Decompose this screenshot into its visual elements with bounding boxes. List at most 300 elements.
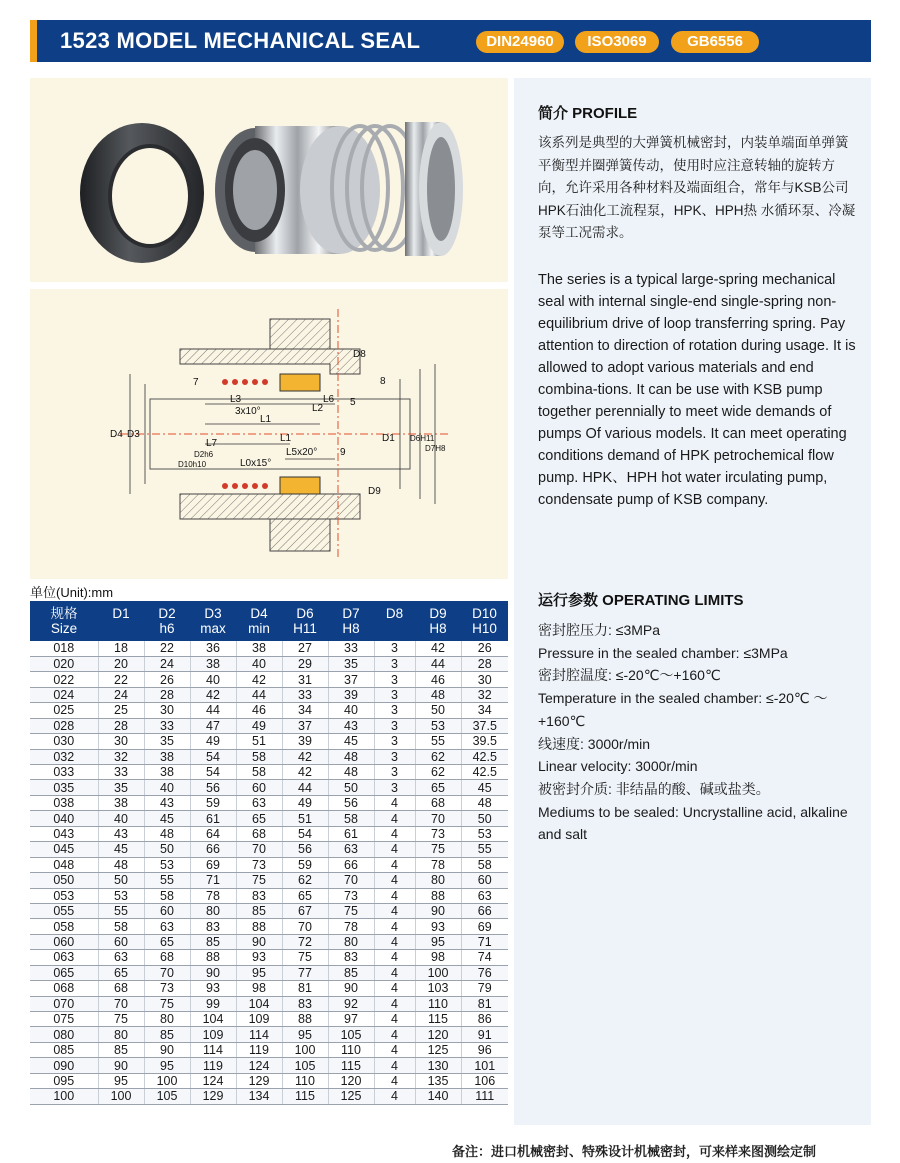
- table-cell: 50: [415, 703, 461, 718]
- table-cell: 70: [236, 842, 282, 857]
- table-cell: 66: [328, 857, 374, 872]
- table-cell: 018: [30, 641, 98, 656]
- table-cell: 67: [282, 903, 328, 918]
- table-cell: 48: [328, 749, 374, 764]
- table-cell: 38: [144, 749, 190, 764]
- header-line-1: 规格: [50, 605, 78, 621]
- table-row: [30, 826, 508, 841]
- badge-iso: ISO3069: [575, 31, 659, 53]
- table-header-cell: [374, 601, 415, 641]
- table-cell: 44: [415, 656, 461, 671]
- table-cell: 61: [328, 826, 374, 841]
- table-cell: 32: [461, 687, 508, 702]
- table-cell: 22: [144, 641, 190, 656]
- table-cell: 109: [190, 1027, 236, 1042]
- table-cell: 043: [30, 826, 98, 841]
- table-row: [30, 780, 508, 795]
- table-cell: 55: [144, 873, 190, 888]
- table-header-cell: [98, 601, 144, 641]
- limit-line: 线速度: 3000r/min: [538, 735, 651, 752]
- header-banner: [30, 20, 871, 62]
- table-cell: 70: [328, 873, 374, 888]
- table-cell: 45: [328, 734, 374, 749]
- table-cell: 020: [30, 656, 98, 671]
- table-cell: 4: [374, 919, 415, 934]
- table-row: [30, 703, 508, 718]
- table-cell: 48: [98, 857, 144, 872]
- profile-text-en: The series is a typical large-spring mechanical seal with internal single-end single-spring non-equilibrium drive of loop transferring spring. Pay attention to direction of rotation during usage. It is allowed to adopt various materials and end combina-tions. It can be use with KSB pump together perennially to meet wide demands of pumps Of various models. It can meet operating conditions demand of HPK petrochemical flow pump. HPK、HPH hot water irculating pump, condensate pump of KSB company.: [538, 272, 856, 508]
- table-cell: 54: [282, 826, 328, 841]
- table-header-row: [30, 601, 508, 641]
- table-row: [30, 795, 508, 810]
- table-cell: 43: [328, 718, 374, 733]
- limits-list: [538, 619, 860, 846]
- table-cell: 78: [415, 857, 461, 872]
- table-cell: 85: [328, 965, 374, 980]
- table-cell: 58: [236, 765, 282, 780]
- table-cell: 100: [415, 965, 461, 980]
- dim-label-3x10: 3x10°: [235, 406, 261, 417]
- table-cell: 3: [374, 656, 415, 671]
- table-cell: 83: [282, 996, 328, 1011]
- table-cell: 38: [190, 656, 236, 671]
- header-line-1: D2: [158, 605, 176, 621]
- table-cell: 63: [98, 950, 144, 965]
- table-cell: 33: [328, 641, 374, 656]
- table-cell: 88: [236, 919, 282, 934]
- table-cell: 060: [30, 934, 98, 949]
- table-cell: 78: [190, 888, 236, 903]
- table-cell: 60: [236, 780, 282, 795]
- table-cell: 46: [236, 703, 282, 718]
- table-cell: 48: [415, 687, 461, 702]
- dim-label-7: 7: [193, 377, 199, 388]
- table-cell: 55: [98, 903, 144, 918]
- table-cell: 058: [30, 919, 98, 934]
- table-cell: 4: [374, 795, 415, 810]
- table-header-cell: [236, 601, 282, 641]
- table-cell: 88: [415, 888, 461, 903]
- table-cell: 45: [461, 780, 508, 795]
- profile-heading: 简介 PROFILE: [538, 105, 638, 122]
- dim-label-d3: D3: [127, 429, 140, 440]
- header-line-1: D3: [204, 605, 222, 621]
- table-cell: 66: [190, 842, 236, 857]
- table-cell: 51: [236, 734, 282, 749]
- table-cell: 38: [236, 641, 282, 656]
- table-cell: 24: [144, 656, 190, 671]
- badge-gb: GB6556: [671, 31, 759, 53]
- table-cell: 115: [328, 1058, 374, 1073]
- table-cell: 42.5: [461, 765, 508, 780]
- table-cell: 65: [415, 780, 461, 795]
- table-cell: 063: [30, 950, 98, 965]
- table-cell: 50: [144, 842, 190, 857]
- table-header-cell: [144, 601, 190, 641]
- table-cell: 3: [374, 734, 415, 749]
- table-row: [30, 672, 508, 687]
- table-cell: 42: [236, 672, 282, 687]
- table-cell: 33: [282, 687, 328, 702]
- header-line-2: H8: [429, 621, 447, 636]
- dim-label-d6: D6H11: [410, 434, 435, 443]
- table-cell: 95: [144, 1058, 190, 1073]
- table-cell: 42: [415, 641, 461, 656]
- table-cell: 86: [461, 1012, 508, 1027]
- table-row: [30, 919, 508, 934]
- table-cell: 35: [328, 656, 374, 671]
- table-cell: 46: [415, 672, 461, 687]
- table-cell: 98: [236, 981, 282, 996]
- table-cell: 104: [190, 1012, 236, 1027]
- table-cell: 44: [282, 780, 328, 795]
- table-cell: 4: [374, 981, 415, 996]
- table-cell: 75: [236, 873, 282, 888]
- table-cell: 60: [98, 934, 144, 949]
- table-row: [30, 811, 508, 826]
- table-cell: 3: [374, 703, 415, 718]
- table-cell: 40: [236, 656, 282, 671]
- description-panel: [514, 78, 871, 1125]
- table-cell: 79: [461, 981, 508, 996]
- table-cell: 105: [282, 1058, 328, 1073]
- table-cell: 124: [236, 1058, 282, 1073]
- table-cell: 75: [282, 950, 328, 965]
- header-line-2: H10: [472, 621, 497, 636]
- table-cell: 125: [415, 1042, 461, 1057]
- table-cell: 110: [415, 996, 461, 1011]
- table-cell: 49: [236, 718, 282, 733]
- table-cell: 95: [98, 1073, 144, 1088]
- table-cell: 53: [98, 888, 144, 903]
- table-cell: 58: [144, 888, 190, 903]
- table-cell: 25: [98, 703, 144, 718]
- table-cell: 90: [415, 903, 461, 918]
- table-cell: 050: [30, 873, 98, 888]
- table-cell: 34: [461, 703, 508, 718]
- table-cell: 4: [374, 1012, 415, 1027]
- table-cell: 109: [236, 1012, 282, 1027]
- table-cell: 4: [374, 950, 415, 965]
- table-cell: 44: [190, 703, 236, 718]
- header-line-1: D1: [112, 605, 130, 621]
- table-cell: 114: [236, 1027, 282, 1042]
- dim-label-l7: L7: [206, 438, 218, 449]
- seal-photo-illustration: [30, 78, 508, 282]
- header-line-1: D10: [472, 605, 497, 621]
- table-cell: 40: [98, 811, 144, 826]
- table-cell: 54: [190, 765, 236, 780]
- table-cell: 3: [374, 641, 415, 656]
- table-cell: 4: [374, 903, 415, 918]
- table-cell: 74: [461, 950, 508, 965]
- table-cell: 24: [98, 687, 144, 702]
- table-cell: 35: [144, 734, 190, 749]
- table-cell: 100: [144, 1073, 190, 1088]
- table-cell: 93: [190, 981, 236, 996]
- table-cell: 95: [282, 1027, 328, 1042]
- table-row: [30, 734, 508, 749]
- header-line-2: h6: [159, 621, 175, 636]
- header-line-1: D9: [429, 605, 447, 621]
- table-cell: 53: [415, 718, 461, 733]
- seal-cross-section-diagram: [30, 289, 508, 579]
- table-cell: 38: [98, 795, 144, 810]
- header-line-2: [374, 621, 415, 636]
- table-cell: 103: [415, 981, 461, 996]
- dim-label-l6: L6: [323, 394, 335, 405]
- table-cell: 90: [190, 965, 236, 980]
- dim-label-d10: D10h10: [178, 460, 207, 469]
- product-photo-panel: [30, 78, 508, 282]
- table-cell: 4: [374, 888, 415, 903]
- table-cell: 070: [30, 996, 98, 1011]
- table-cell: 63: [461, 888, 508, 903]
- table-cell: 101: [461, 1058, 508, 1073]
- table-cell: 69: [190, 857, 236, 872]
- table-row: [30, 857, 508, 872]
- table-cell: 55: [461, 842, 508, 857]
- header-line-2: H8: [342, 621, 360, 636]
- table-cell: 110: [328, 1042, 374, 1057]
- table-cell: 119: [190, 1058, 236, 1073]
- header-line-2: max: [200, 621, 226, 636]
- table-cell: 59: [190, 795, 236, 810]
- table-cell: 120: [328, 1073, 374, 1088]
- table-cell: 4: [374, 1073, 415, 1088]
- table-cell: 40: [144, 780, 190, 795]
- table-cell: 55: [415, 734, 461, 749]
- table-row: [30, 1027, 508, 1042]
- table-cell: 129: [190, 1089, 236, 1104]
- table-cell: 73: [415, 826, 461, 841]
- table-cell: 4: [374, 873, 415, 888]
- table-row: [30, 1058, 508, 1073]
- table-cell: 111: [461, 1089, 508, 1104]
- table-cell: 45: [144, 811, 190, 826]
- table-cell: 53: [144, 857, 190, 872]
- table-cell: 30: [98, 734, 144, 749]
- table-cell: 54: [190, 749, 236, 764]
- table-row: [30, 1073, 508, 1088]
- table-cell: 37: [328, 672, 374, 687]
- table-cell: 63: [236, 795, 282, 810]
- table-cell: 70: [415, 811, 461, 826]
- table-cell: 37.5: [461, 718, 508, 733]
- limit-line: Temperature in the sealed chamber: ≤-20℃ ～+160℃: [538, 690, 828, 729]
- table-cell: 75: [328, 903, 374, 918]
- table-cell: 33: [98, 765, 144, 780]
- dim-label-l3: L3: [230, 394, 242, 405]
- table-cell: 38: [144, 765, 190, 780]
- table-cell: 42: [282, 765, 328, 780]
- dim-label-d9: D9: [368, 486, 381, 497]
- table-cell: 030: [30, 734, 98, 749]
- table-cell: 80: [190, 903, 236, 918]
- table-cell: 34: [282, 703, 328, 718]
- technical-drawing-panel: [30, 289, 508, 579]
- table-cell: 125: [328, 1089, 374, 1104]
- table-cell: 68: [236, 826, 282, 841]
- table-cell: 73: [144, 981, 190, 996]
- table-cell: 28: [98, 718, 144, 733]
- header-line-1: D7: [342, 605, 360, 621]
- table-cell: 105: [328, 1027, 374, 1042]
- table-header-cell: [461, 601, 508, 641]
- table-row: [30, 965, 508, 980]
- table-cell: 85: [236, 903, 282, 918]
- table-row: [30, 1012, 508, 1027]
- header-line-2: H11: [293, 621, 317, 636]
- table-cell: 65: [144, 934, 190, 949]
- table-cell: 40: [190, 672, 236, 687]
- table-cell: 48: [461, 795, 508, 810]
- dim-label-d1: D1: [382, 433, 395, 444]
- table-cell: 83: [236, 888, 282, 903]
- table-cell: 66: [461, 903, 508, 918]
- table-cell: 58: [328, 811, 374, 826]
- dim-label-l1-bottom: L1: [280, 433, 292, 444]
- table-row: [30, 1089, 508, 1104]
- table-row: [30, 641, 508, 656]
- table-cell: 4: [374, 965, 415, 980]
- table-cell: 22: [98, 672, 144, 687]
- dim-label-l1-top: L1: [260, 414, 272, 425]
- table-cell: 114: [190, 1042, 236, 1057]
- table-cell: 62: [415, 749, 461, 764]
- dim-label-l2: L2: [312, 403, 324, 414]
- table-header-cell: [328, 601, 374, 641]
- table-header-cell: [415, 601, 461, 641]
- table-cell: 18: [98, 641, 144, 656]
- table-cell: 048: [30, 857, 98, 872]
- limit-line: Linear velocity: 3000r/min: [538, 758, 698, 775]
- table-cell: 4: [374, 857, 415, 872]
- table-cell: 80: [144, 1012, 190, 1027]
- table-header-cell: [190, 601, 236, 641]
- table-row: [30, 765, 508, 780]
- table-cell: 88: [282, 1012, 328, 1027]
- table-cell: 80: [415, 873, 461, 888]
- table-cell: 038: [30, 795, 98, 810]
- table-cell: 65: [236, 811, 282, 826]
- table-cell: 106: [461, 1073, 508, 1088]
- table-cell: 95: [236, 965, 282, 980]
- table-cell: 56: [328, 795, 374, 810]
- table-cell: 3: [374, 687, 415, 702]
- header-line-1: D8: [385, 605, 404, 621]
- table-cell: 91: [461, 1027, 508, 1042]
- table-cell: 115: [415, 1012, 461, 1027]
- table-cell: 90: [236, 934, 282, 949]
- unit-label: 单位(Unit):mm: [30, 585, 114, 600]
- table-cell: 022: [30, 672, 98, 687]
- table-cell: 65: [282, 888, 328, 903]
- table-cell: 43: [144, 795, 190, 810]
- table-row: [30, 1042, 508, 1057]
- dim-label-d7: D7H8: [425, 444, 446, 453]
- table-cell: 095: [30, 1073, 98, 1088]
- table-cell: 124: [190, 1073, 236, 1088]
- table-cell: 3: [374, 718, 415, 733]
- table-cell: 065: [30, 965, 98, 980]
- table-cell: 78: [328, 919, 374, 934]
- table-cell: 27: [282, 641, 328, 656]
- table-cell: 71: [461, 934, 508, 949]
- table-cell: 70: [282, 919, 328, 934]
- limit-line: Mediums to be sealed: Uncrystalline acid, alkaline and salt: [538, 803, 848, 843]
- table-cell: 60: [144, 903, 190, 918]
- table-cell: 30: [461, 672, 508, 687]
- table-cell: 59: [282, 857, 328, 872]
- dim-label-5: 5: [350, 397, 356, 408]
- table-cell: 135: [415, 1073, 461, 1088]
- table-cell: 85: [98, 1042, 144, 1057]
- table-cell: 085: [30, 1042, 98, 1057]
- table-cell: 3: [374, 672, 415, 687]
- table-cell: 33: [144, 718, 190, 733]
- table-row: [30, 873, 508, 888]
- table-cell: 75: [415, 842, 461, 857]
- table-row: [30, 934, 508, 949]
- table-header-cell: [30, 601, 98, 641]
- table-cell: 4: [374, 996, 415, 1011]
- table-cell: 39: [328, 687, 374, 702]
- table-cell: 97: [328, 1012, 374, 1027]
- table-cell: 040: [30, 811, 98, 826]
- table-cell: 32: [98, 749, 144, 764]
- table-cell: 50: [98, 873, 144, 888]
- table-cell: 68: [415, 795, 461, 810]
- table-cell: 73: [236, 857, 282, 872]
- table-cell: 068: [30, 981, 98, 996]
- table-cell: 110: [282, 1073, 328, 1088]
- table-cell: 85: [144, 1027, 190, 1042]
- table-cell: 56: [190, 780, 236, 795]
- badge-din: DIN24960: [476, 31, 564, 53]
- table-cell: 69: [461, 919, 508, 934]
- table-cell: 90: [328, 981, 374, 996]
- table-cell: 85: [190, 934, 236, 949]
- dim-label-d8: D8: [353, 349, 366, 360]
- table-cell: 61: [190, 811, 236, 826]
- table-cell: 40: [328, 703, 374, 718]
- table-cell: 045: [30, 842, 98, 857]
- table-cell: 032: [30, 749, 98, 764]
- table-row: [30, 888, 508, 903]
- table-cell: 31: [282, 672, 328, 687]
- table-cell: 104: [236, 996, 282, 1011]
- table-cell: 81: [461, 996, 508, 1011]
- header-accent-bar: [30, 20, 37, 62]
- table-row: [30, 996, 508, 1011]
- table-cell: 63: [144, 919, 190, 934]
- table-cell: 83: [190, 919, 236, 934]
- table-cell: 053: [30, 888, 98, 903]
- table-cell: 055: [30, 903, 98, 918]
- limit-line: 被密封介质: 非结晶的酸、碱或盐类。: [538, 780, 770, 797]
- table-row: [30, 950, 508, 965]
- table-cell: 100: [98, 1089, 144, 1104]
- table-cell: 4: [374, 1058, 415, 1073]
- table-cell: 090: [30, 1058, 98, 1073]
- table-cell: 080: [30, 1027, 98, 1042]
- table-cell: 120: [415, 1027, 461, 1042]
- table-row: [30, 749, 508, 764]
- limits-heading: 运行参数 OPERATING LIMITS: [538, 592, 744, 609]
- limit-line: Pressure in the sealed chamber: ≤3MPa: [538, 644, 788, 661]
- table-cell: 028: [30, 718, 98, 733]
